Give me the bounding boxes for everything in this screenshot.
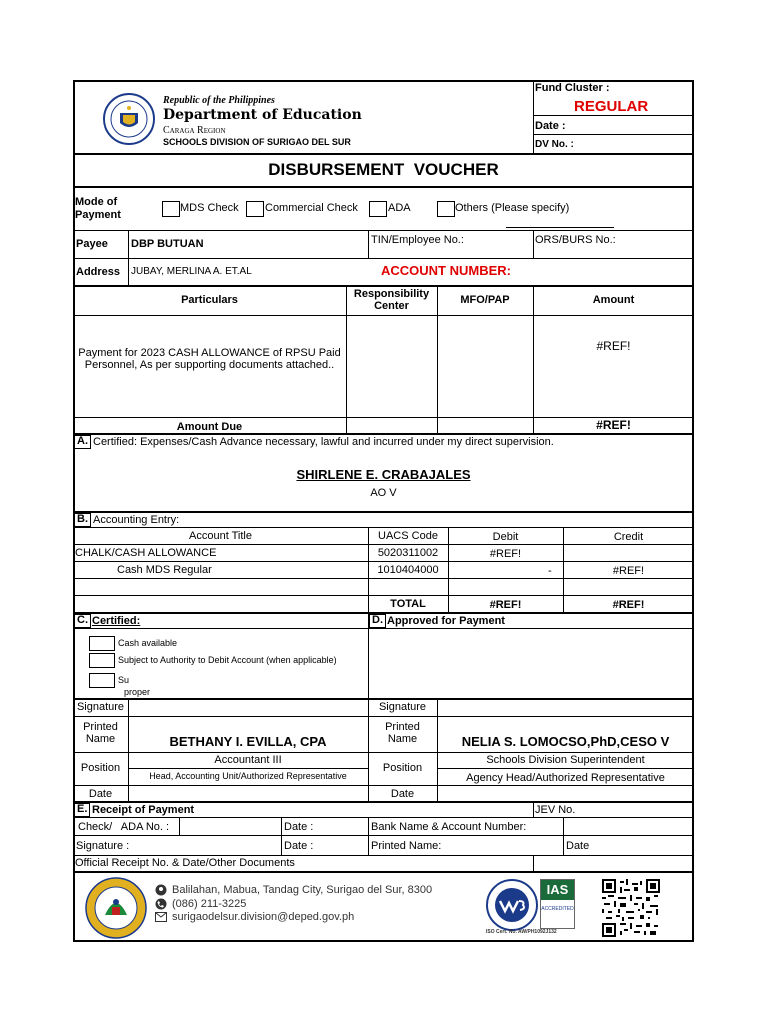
department-text: Department of Education bbox=[163, 107, 362, 123]
section-c-letter: C. bbox=[74, 614, 91, 628]
section-b-label: Accounting Entry: bbox=[93, 514, 180, 526]
entry-2-debit: - bbox=[548, 565, 552, 577]
left-printed-name: BETHANY I. EVILLA, CPA bbox=[169, 734, 327, 749]
authority-debit-checkbox[interactable] bbox=[89, 653, 115, 668]
right-position-label: Position bbox=[382, 762, 423, 774]
right-signature-label: Signature bbox=[378, 701, 427, 713]
footer-address: Balilahan, Mabua, Tandag City, Surigao del Sur, 8300 bbox=[172, 884, 433, 896]
payee-label: Payee bbox=[76, 238, 108, 250]
iso-logo bbox=[486, 879, 538, 931]
account-title-header: Account Title bbox=[189, 530, 252, 542]
section-b-letter: B. bbox=[74, 513, 91, 527]
proper-label: proper bbox=[124, 687, 151, 697]
bank-account-label: Bank Name & Account Number: bbox=[371, 821, 527, 833]
left-date-label: Date bbox=[88, 788, 113, 800]
footer-email: surigaodelsur.division@deped.gov.ph bbox=[172, 911, 355, 923]
region-text: Caraga Region bbox=[163, 125, 226, 136]
division-text: SCHOOLS DIVISION OF SURIGAO DEL SUR bbox=[163, 137, 351, 147]
debit-header: Debit bbox=[492, 531, 519, 543]
others-label: Others (Please specify) bbox=[455, 202, 570, 214]
resp-center-header-1: Responsibility bbox=[353, 288, 430, 300]
particulars-header: Particulars bbox=[181, 294, 238, 306]
supporting-docs-checkbox[interactable] bbox=[89, 673, 115, 688]
amount-due-value: #REF! bbox=[596, 418, 631, 432]
particulars-description-2: Personnel, As per supporting documents attached.. bbox=[84, 359, 335, 371]
receipt-signature-label: Signature : bbox=[76, 840, 130, 852]
left-printed-label-1: Printed bbox=[83, 721, 118, 733]
mode-label-line2: Payment bbox=[75, 209, 121, 221]
address-label: Address bbox=[76, 266, 121, 278]
fund-cluster-value: REGULAR bbox=[574, 98, 649, 115]
section-a-position: AO V bbox=[370, 487, 397, 499]
printed-name-label: Printed Name: bbox=[371, 840, 442, 852]
entry-1-title: CHALK/CASH ALLOWANCE bbox=[75, 547, 217, 559]
total-debit: #REF! bbox=[489, 599, 522, 611]
receipt-date-label-2: Date : bbox=[284, 840, 314, 852]
fund-cluster-label: Fund Cluster : bbox=[535, 82, 610, 94]
section-e-letter: E. bbox=[74, 803, 90, 817]
left-position-1: Accountant III bbox=[214, 754, 282, 766]
amount-header: Amount bbox=[592, 294, 635, 306]
section-a-text: Certified: Expenses/Cash Advance necessary, lawful and incurred under my direct supervision. bbox=[93, 436, 554, 448]
total-label: TOTAL bbox=[390, 598, 426, 610]
others-checkbox[interactable] bbox=[437, 201, 455, 217]
mfo-pap-header: MFO/PAP bbox=[460, 294, 510, 306]
phone-icon bbox=[155, 898, 167, 913]
left-position-label: Position bbox=[80, 762, 121, 774]
entry-2-code: 1010404000 bbox=[377, 564, 439, 576]
ors-label: ORS/BURS No.: bbox=[535, 234, 616, 246]
section-e-label: Receipt of Payment bbox=[92, 804, 195, 816]
right-printed-name: NELIA S. LOMOCSO,PhD,CESO V bbox=[461, 734, 670, 749]
section-d-letter: D. bbox=[369, 614, 386, 628]
particulars-amount: #REF! bbox=[596, 339, 631, 353]
address-value: JUBAY, MERLINA A. ET.AL bbox=[131, 266, 252, 277]
cash-available-label: Cash available bbox=[118, 638, 178, 648]
right-position-1: Schools Division Superintendent bbox=[486, 754, 645, 766]
qr-code-icon bbox=[602, 879, 660, 937]
commercial-check-checkbox[interactable] bbox=[246, 201, 264, 217]
entry-2-credit: #REF! bbox=[612, 565, 645, 577]
mode-label-line1: Mode of bbox=[75, 196, 118, 208]
left-position-2: Head, Accounting Unit/Authorized Representative bbox=[149, 771, 347, 781]
entry-1-debit: #REF! bbox=[489, 548, 522, 560]
section-c-label: Certified: bbox=[92, 615, 141, 627]
entry-1-code: 5020311002 bbox=[377, 547, 439, 559]
ias-text: IAS bbox=[541, 880, 574, 900]
uacs-code-header: UACS Code bbox=[378, 530, 438, 542]
right-position-2: Agency Head/Authorized Representative bbox=[466, 772, 665, 784]
particulars-description-1: Payment for 2023 CASH ALLOWANCE of RPSU Paid bbox=[78, 347, 341, 359]
dv-number-label: DV No. : bbox=[535, 139, 574, 150]
footer-phone: (086) 211-3225 bbox=[172, 898, 247, 910]
account-number-label: ACCOUNT NUMBER: bbox=[381, 263, 511, 278]
deped-seal bbox=[103, 93, 155, 145]
resp-center-header-2: Center bbox=[374, 300, 409, 312]
tin-label: TIN/Employee No.: bbox=[371, 234, 464, 246]
date-label: Date : bbox=[535, 120, 566, 132]
amount-due-label: Amount Due bbox=[176, 421, 243, 433]
right-printed-label-1: Printed bbox=[385, 721, 420, 733]
mds-check-label: MDS Check bbox=[180, 202, 239, 214]
location-icon bbox=[155, 884, 167, 899]
division-seal bbox=[85, 877, 147, 939]
payee-value: DBP BUTUAN bbox=[131, 238, 204, 250]
right-printed-label-2: Name bbox=[387, 733, 418, 745]
republic-text: Republic of the Philippines bbox=[163, 95, 275, 106]
authority-debit-label: Subject to Authority to Debit Account (when applicable) bbox=[118, 655, 337, 665]
ias-accredited: ACCREDITED bbox=[541, 906, 574, 912]
iso-cert-number: ISO Cert. No. AW/PH1092J132 bbox=[486, 929, 557, 935]
supporting-docs-label: Su bbox=[118, 675, 130, 685]
email-icon bbox=[155, 912, 167, 925]
official-receipt-label: Official Receipt No. & Date/Other Documents bbox=[75, 857, 295, 869]
jev-label: JEV No. bbox=[535, 804, 576, 816]
ada-checkbox[interactable] bbox=[369, 201, 387, 217]
mds-check-checkbox[interactable] bbox=[162, 201, 180, 217]
ias-logo bbox=[540, 879, 575, 929]
left-printed-label-2: Name bbox=[85, 733, 116, 745]
section-d-label: Approved for Payment bbox=[387, 615, 505, 627]
credit-header: Credit bbox=[613, 531, 644, 543]
right-date-label: Date bbox=[390, 788, 415, 800]
check-ada-label: Check/ ADA No. : bbox=[78, 821, 170, 833]
total-credit: #REF! bbox=[612, 599, 645, 611]
left-signature-label: Signature bbox=[76, 701, 125, 713]
commercial-check-label: Commercial Check bbox=[265, 202, 358, 214]
section-a-name: SHIRLENE E. CRABAJALES bbox=[296, 467, 471, 482]
ada-label: ADA bbox=[388, 202, 411, 214]
section-a-letter: A. bbox=[74, 435, 91, 449]
cash-available-checkbox[interactable] bbox=[89, 636, 115, 651]
voucher-title: DISBURSEMENT VOUCHER bbox=[268, 160, 499, 179]
receipt-date2-label: Date bbox=[566, 840, 590, 852]
receipt-date-label: Date : bbox=[284, 821, 314, 833]
entry-2-title: Cash MDS Regular bbox=[117, 564, 212, 576]
